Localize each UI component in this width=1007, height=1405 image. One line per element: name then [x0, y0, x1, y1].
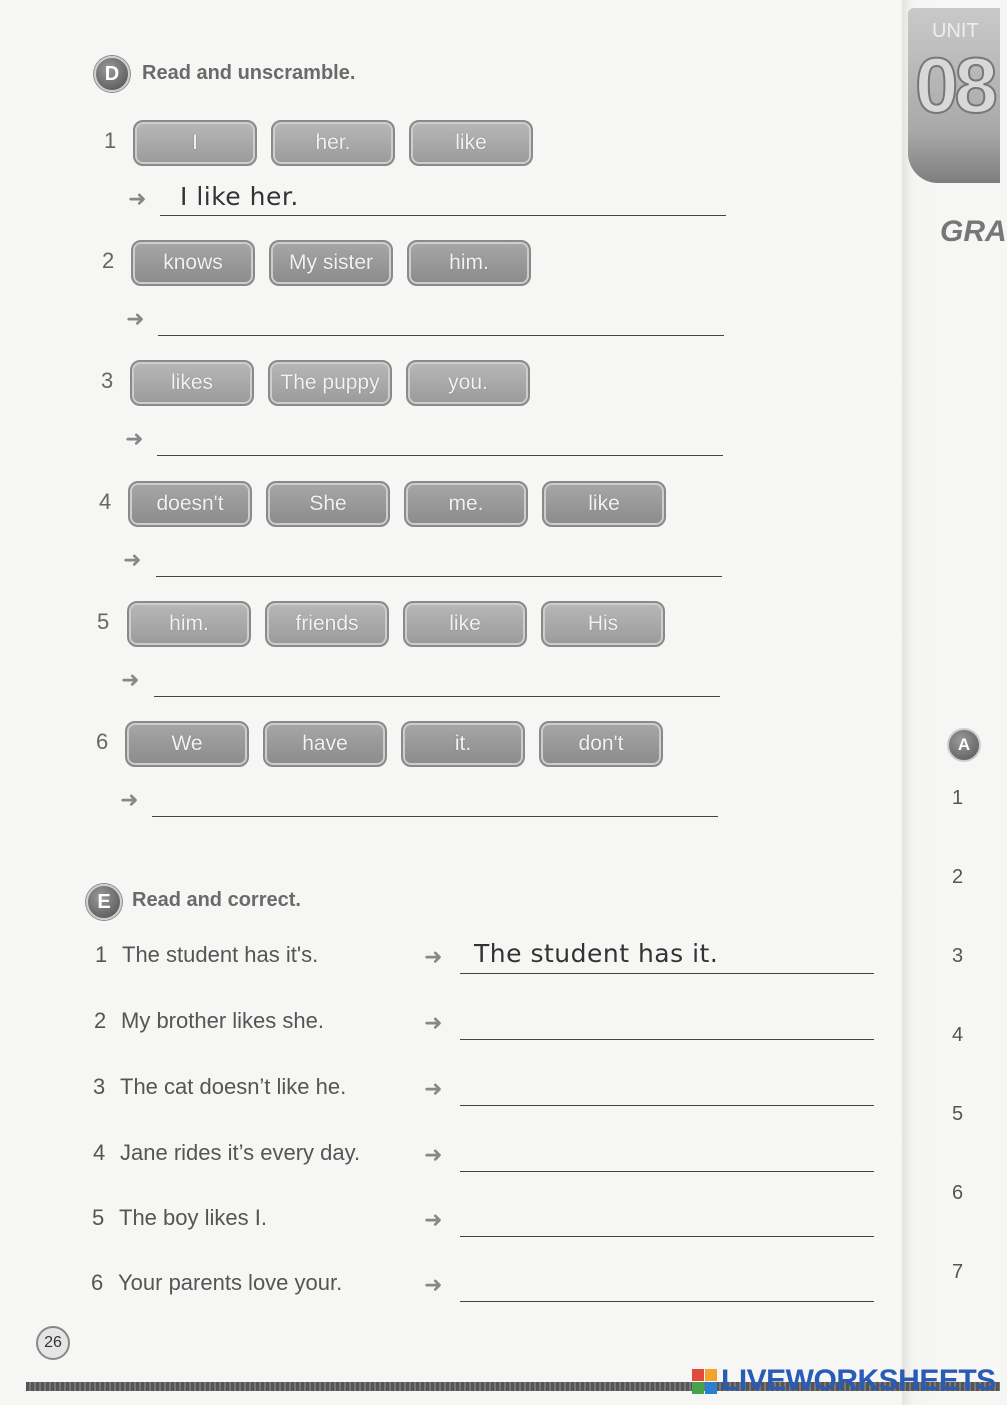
word-chip[interactable]: friends [265, 601, 389, 647]
correct-item-number: 2 [94, 1008, 107, 1033]
answer-line[interactable] [460, 973, 874, 974]
correct-item-number: 3 [93, 1074, 106, 1099]
word-chip[interactable]: like [542, 481, 666, 527]
incorrect-sentence: Jane rides it’s every day. [120, 1140, 361, 1165]
answer-line[interactable] [157, 455, 723, 456]
answer-line[interactable] [460, 1171, 874, 1172]
answer-arrow-icon: ➜ [424, 1207, 443, 1232]
word-chip[interactable]: I [133, 120, 257, 166]
answer-line[interactable] [460, 1039, 874, 1040]
answer-arrow-icon: ➜ [424, 1010, 443, 1035]
answer-line[interactable] [152, 816, 718, 817]
neighbor-page-edge [902, 0, 1000, 1405]
answer-line[interactable] [460, 1301, 874, 1302]
word-chip[interactable]: me. [404, 481, 528, 527]
answer-arrow-icon: ➜ [424, 1142, 443, 1167]
correct-item-number: 5 [92, 1205, 105, 1230]
section-d-badge [94, 56, 130, 92]
correct-item-number: 4 [93, 1140, 106, 1165]
logo-squares-icon [692, 1369, 717, 1394]
answer-arrow-icon: ➜ [424, 1272, 443, 1297]
answer-line[interactable] [156, 576, 722, 577]
word-chip[interactable]: her. [271, 120, 395, 166]
word-chip[interactable]: don't [539, 721, 663, 767]
word-chip[interactable]: him. [127, 601, 251, 647]
unscramble-item-number: 4 [99, 489, 112, 514]
word-chip[interactable]: it. [401, 721, 525, 767]
answer-arrow-icon: ➜ [424, 1076, 443, 1101]
edge-item-number: 1 [952, 787, 964, 809]
section-d-letter: D [104, 62, 120, 85]
page-number-text: 26 [44, 1334, 62, 1351]
answer-arrow-icon: ➜ [125, 426, 144, 451]
word-chip[interactable]: His [541, 601, 665, 647]
edge-item-number: 4 [952, 1024, 964, 1046]
unscramble-item-number: 3 [101, 368, 114, 393]
incorrect-sentence: Your parents love your. [118, 1270, 343, 1295]
unit-label: UNIT [932, 20, 979, 42]
section-e-letter: E [97, 890, 111, 913]
liveworksheets-logo[interactable] [692, 1365, 996, 1397]
edge-item-number: 3 [952, 945, 964, 967]
word-chip[interactable]: likes [130, 360, 254, 406]
edge-section-letter: A [957, 735, 971, 754]
unit-number: 08 [915, 41, 994, 129]
word-chip[interactable]: My sister [269, 240, 393, 286]
section-e-title: Read and correct. [132, 889, 301, 911]
word-chip[interactable]: She [266, 481, 390, 527]
word-chip[interactable]: like [403, 601, 527, 647]
correct-item-number: 1 [95, 942, 108, 967]
unscramble-item-number: 6 [96, 729, 109, 754]
word-chip[interactable]: The puppy [268, 360, 392, 406]
answer-line[interactable] [460, 1105, 874, 1106]
word-chip[interactable]: have [263, 721, 387, 767]
word-chip[interactable]: knows [131, 240, 255, 286]
incorrect-sentence: The student has it's. [122, 942, 319, 967]
incorrect-sentence: The boy likes I. [119, 1205, 267, 1230]
answer-arrow-icon: ➜ [121, 667, 140, 692]
correct-item-number: 6 [91, 1270, 104, 1295]
page-number [36, 1326, 70, 1360]
answer-line[interactable] [160, 215, 726, 216]
answer-arrow-icon: ➜ [424, 944, 443, 969]
logo-text: LIVEWORKSHEETS [721, 1364, 996, 1397]
answer-arrow-icon: ➜ [128, 186, 147, 211]
answer-line[interactable] [158, 335, 724, 336]
edge-item-number: 7 [952, 1261, 964, 1283]
handwritten-answer: The student has it. [474, 939, 719, 968]
answer-line[interactable] [460, 1236, 874, 1237]
answer-line[interactable] [154, 696, 720, 697]
edge-section-badge [947, 728, 981, 762]
word-chip[interactable]: We [125, 721, 249, 767]
section-e-badge [86, 884, 122, 920]
answer-arrow-icon: ➜ [120, 787, 139, 812]
incorrect-sentence: My brother likes she. [121, 1008, 324, 1033]
word-chip[interactable]: doesn't [128, 481, 252, 527]
unscramble-item-number: 2 [102, 248, 115, 273]
incorrect-sentence: The cat doesn’t like he. [120, 1074, 347, 1099]
edge-item-number: 5 [952, 1103, 964, 1125]
unscramble-item-number: 1 [104, 128, 117, 153]
section-d-title: Read and unscramble. [142, 62, 356, 84]
edge-item-number: 6 [952, 1182, 964, 1204]
word-chip[interactable]: him. [407, 240, 531, 286]
word-chip[interactable]: like [409, 120, 533, 166]
edge-heading: GRA [940, 215, 1007, 248]
answer-arrow-icon: ➜ [126, 306, 145, 331]
handwritten-answer: I like her. [180, 182, 299, 211]
answer-arrow-icon: ➜ [123, 547, 142, 572]
word-chip[interactable]: you. [406, 360, 530, 406]
edge-item-number: 2 [952, 866, 964, 888]
unscramble-item-number: 5 [97, 609, 110, 634]
